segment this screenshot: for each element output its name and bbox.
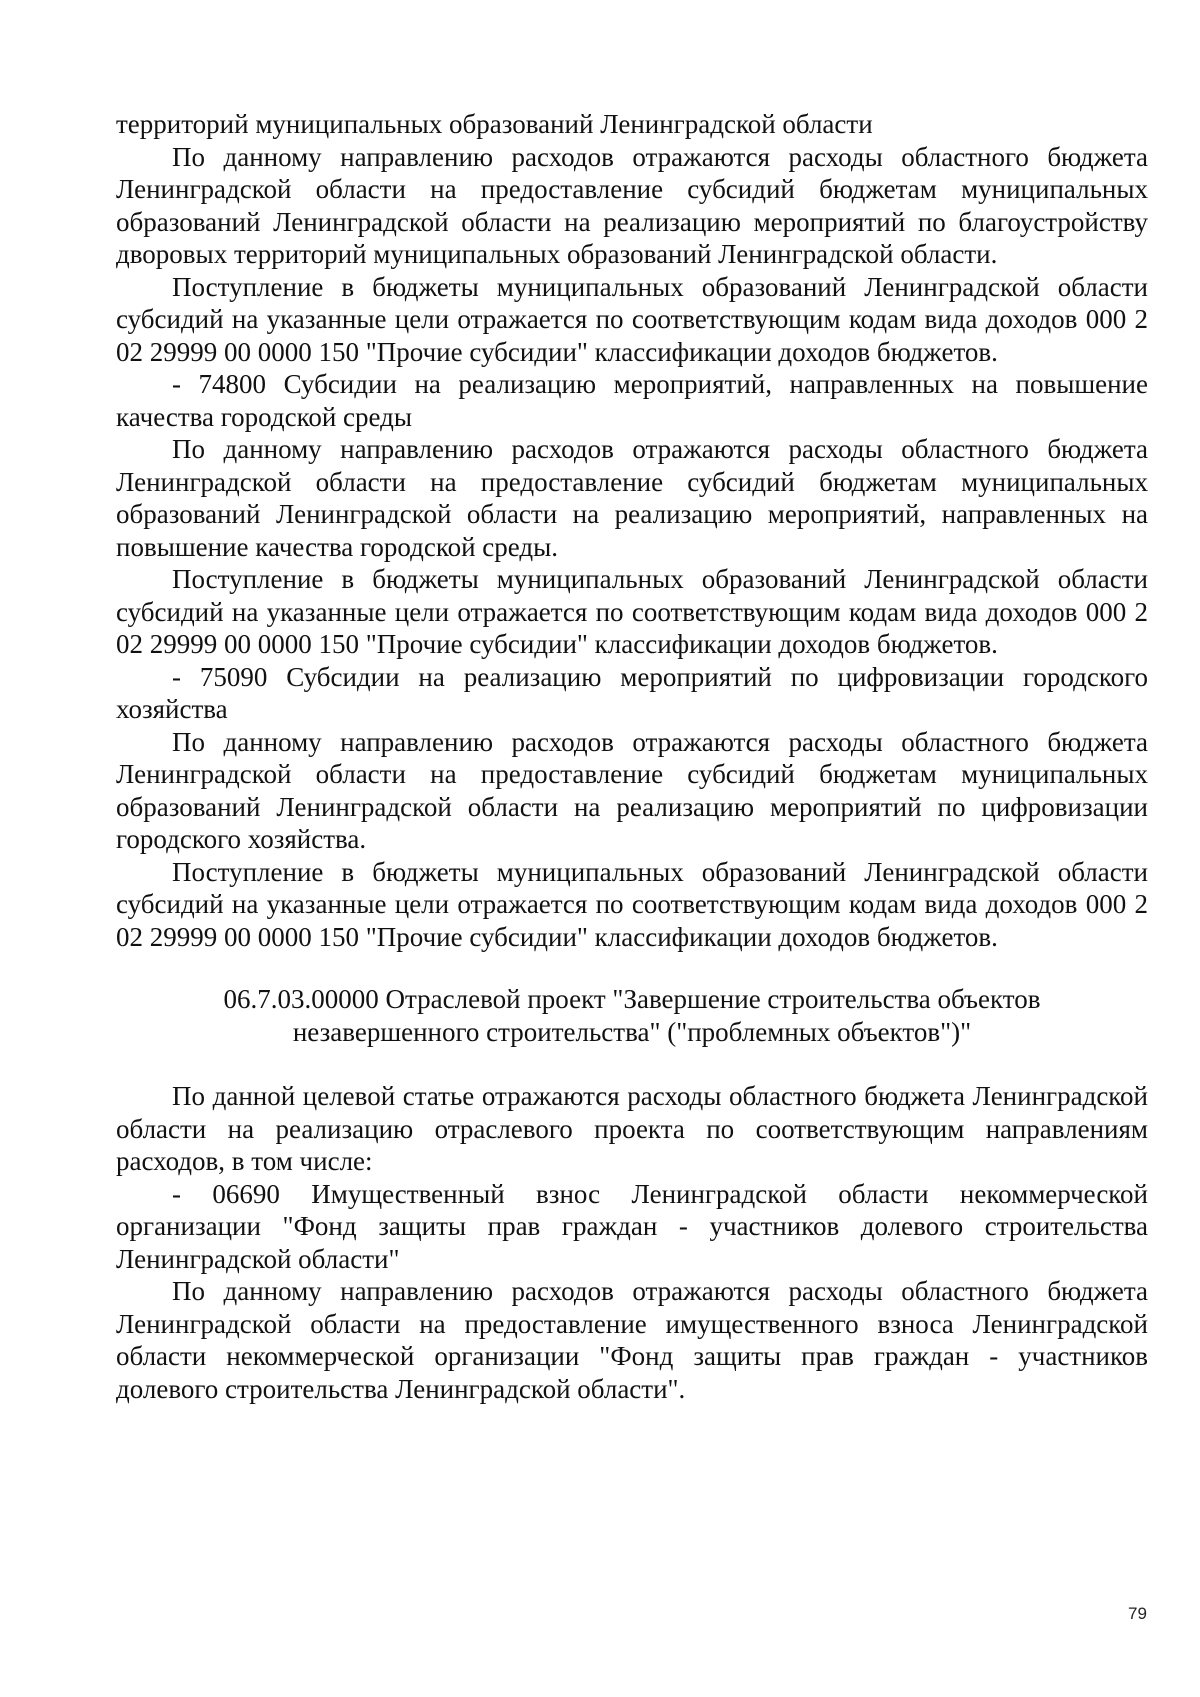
paragraph: Поступление в бюджеты муниципальных образований Ленинградской области субсидий на указанные цели отражается по соответствующим кодам вида доходов 000 2 02 29999 00 0000 150 "Прочие субсидии" классификации доходов бюджетов. [116,564,1148,659]
section-heading-line-1: 06.7.03.00000 Отраслевой проект "Завершение строительства объектов [223,984,1041,1014]
section-heading [116,983,1148,1048]
section-heading-line-2: незавершенного строительства" ("проблемных объектов")" [292,1016,972,1047]
paragraph: По данному направлению расходов отражаются расходы областного бюджета Ленинградской области на предоставление субсидий бюджетам муниципальных образований Ленинградской области на реализацию мероприятий, направленных на повышение качества городской среды. [116,434,1148,562]
paragraph: Поступление в бюджеты муниципальных образований Ленинградской области субсидий на указанные цели отражается по соответствующим кодам вида доходов 000 2 02 29999 00 0000 150 "Прочие субсидии" классификации доходов бюджетов. [116,856,1148,952]
paragraph: По данному направлению расходов отражаются расходы областного бюджета Ленинградской области на предоставление субсидий бюджетам муниципальных образований Ленинградской области на реализацию мероприятий по цифровизации городского хозяйства. [116,726,1148,854]
top-section [116,108,1148,953]
paragraph: По данному направлению расходов отражаются расходы областного бюджета Ленинградской области на предоставление имущественного взноса Ленинградской области некоммерческой организации "Фонд защиты прав граждан - участников долевого строительства Ленинградской области". [116,1276,1148,1404]
paragraph: - 06690 Имущественный взнос Ленинградской области некоммерческой организации "Фонд защиты прав граждан - участников долевого строительства Ленинградской области" [116,1178,1148,1274]
paragraph: - 75090 Субсидии на реализацию мероприятий по цифровизации городского хозяйства [116,661,1148,724]
paragraph: Поступление в бюджеты муниципальных образований Ленинградской области субсидий на указанные цели отражается по соответствующим кодам вида доходов 000 2 02 29999 00 0000 150 "Прочие субсидии" классификации доходов бюджетов. [116,271,1148,367]
paragraph: По данной целевой статье отражаются расходы областного бюджета Ленинградской области на реализацию отраслевого проекта по соответствующим направлениям расходов, в том числе: [116,1081,1148,1176]
document-page [116,108,1148,1405]
bottom-section [116,1080,1148,1405]
paragraph: По данному направлению расходов отражаются расходы областного бюджета Ленинградской области на предоставление субсидий бюджетам муниципальных образований Ленинградской области на реализацию мероприятий по благоустройству дворовых территорий муниципальных образований Ленинградской области. [116,141,1148,269]
paragraph: - 74800 Субсидии на реализацию мероприятий, направленных на повышение качества городской среды [116,369,1148,432]
paragraph: территорий муниципальных образований Ленинградской области [116,109,873,139]
page-number: 79 [1128,1604,1147,1623]
